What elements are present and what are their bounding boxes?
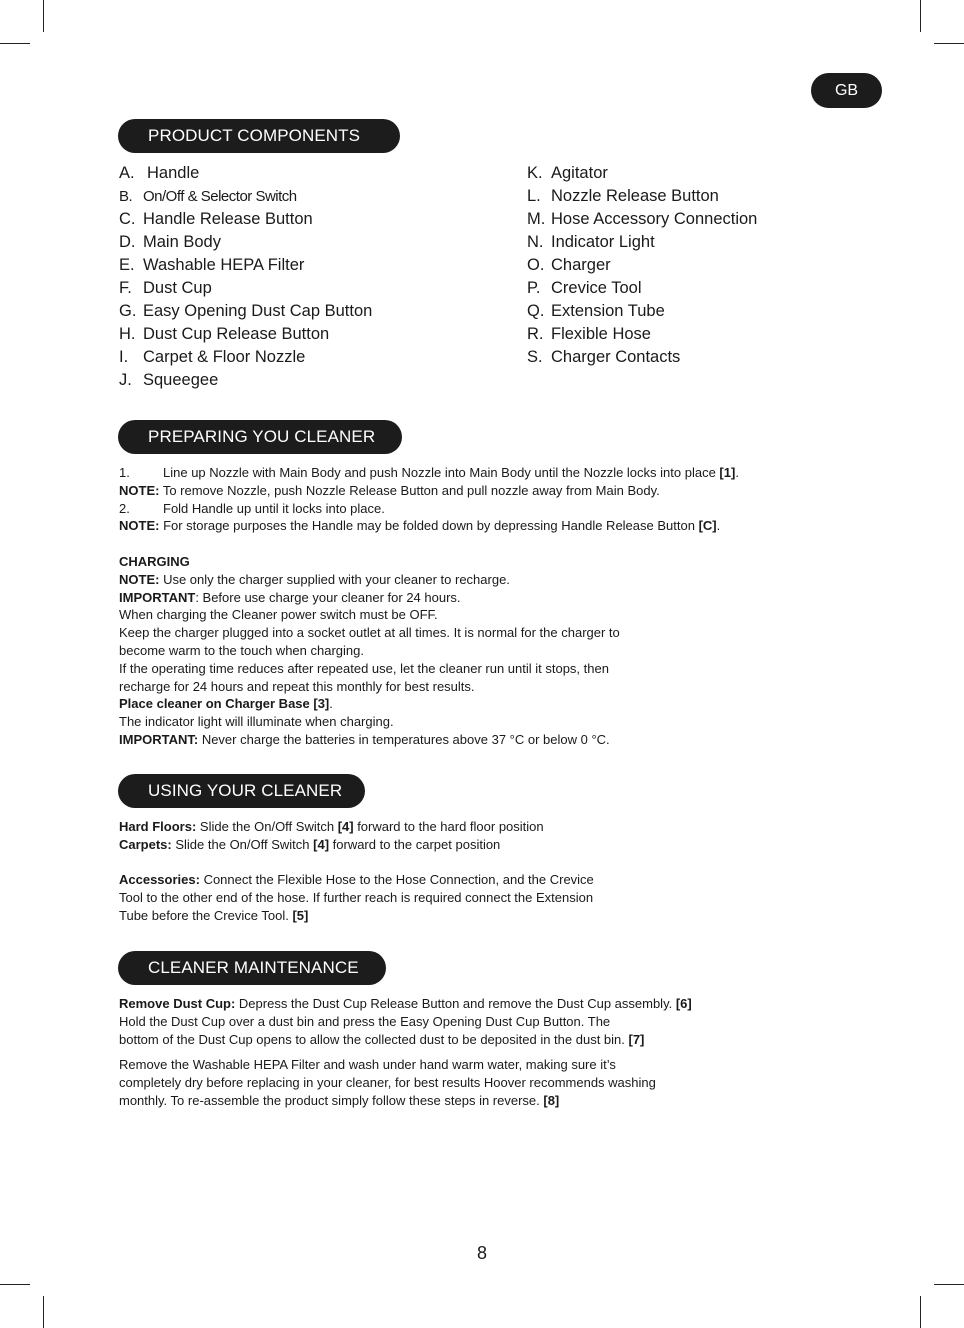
item-letter: P. bbox=[527, 279, 541, 297]
item-letter: N. bbox=[527, 233, 544, 251]
using-text bbox=[119, 818, 819, 925]
list-item bbox=[527, 162, 757, 185]
note: NOTE: For storage purposes the Handle may be folded down by depressing Handle Release Button [C]. bbox=[119, 518, 721, 534]
maintenance-text bbox=[119, 995, 839, 1118]
important-label: IMPORTANT: bbox=[119, 731, 199, 747]
section-header-maintenance: CLEANER MAINTENANCE bbox=[118, 951, 386, 985]
list-item bbox=[119, 346, 372, 369]
charging-line: Keep the charger plugged into a socket outlet at all times. It is normal for the charger to bbox=[119, 625, 620, 641]
important-label: IMPORTANT bbox=[119, 589, 196, 605]
carpets-line bbox=[119, 836, 819, 854]
figure-ref: [4] bbox=[313, 836, 330, 852]
figure-ref: [6] bbox=[675, 996, 692, 1011]
item-letter: K. bbox=[527, 164, 543, 182]
list-item bbox=[119, 231, 372, 254]
note-label: NOTE: bbox=[119, 571, 160, 587]
charging-line: When charging the Cleaner power switch must be OFF. bbox=[119, 607, 438, 623]
page-number: 8 bbox=[476, 1243, 487, 1263]
item-label: Handle Release Button bbox=[143, 210, 313, 228]
step-text: Fold Handle up until it locks into place. bbox=[163, 500, 385, 516]
item-letter: F. bbox=[119, 279, 132, 297]
item-label: Handle bbox=[147, 164, 200, 182]
important bbox=[119, 589, 819, 607]
note bbox=[119, 571, 819, 589]
note-text: For storage purposes the Handle may be folded down by depressing Handle Release Button bbox=[159, 518, 699, 534]
item-label: Squeegee bbox=[143, 371, 219, 389]
text: forward to the hard floor position bbox=[353, 819, 544, 834]
list-item bbox=[527, 300, 757, 323]
text: monthly. To re-assemble the product simply follow these steps in reverse. bbox=[119, 1092, 544, 1108]
charging-line: recharge for 24 hours and repeat this monthly for best results. bbox=[119, 678, 475, 694]
item-letter: A. bbox=[119, 164, 135, 182]
item-letter: E. bbox=[119, 256, 135, 274]
item-letter: B. bbox=[119, 188, 133, 205]
crop-mark bbox=[43, 0, 44, 32]
step-1: 1. Line up Nozzle with Main Body and push Nozzle into Main Body until the Nozzle locks into place [1]. bbox=[119, 465, 739, 480]
accessories-line bbox=[119, 907, 819, 925]
charging-line: become warm to the touch when charging. bbox=[119, 642, 364, 658]
crop-mark bbox=[920, 1296, 921, 1328]
figure-ref: [8] bbox=[543, 1092, 560, 1108]
list-item bbox=[527, 185, 757, 208]
figure-ref: [5] bbox=[292, 907, 309, 923]
item-label: Dust Cup Release Button bbox=[143, 325, 330, 343]
item-letter: O. bbox=[527, 256, 545, 274]
important bbox=[119, 731, 819, 749]
hard-floors-line bbox=[119, 818, 819, 836]
item-label: Charger Contacts bbox=[551, 348, 681, 366]
section-header-preparing: PREPARING YOU CLEANER bbox=[118, 420, 402, 454]
list-item bbox=[119, 277, 372, 300]
filter-wash bbox=[119, 1056, 839, 1109]
crop-mark bbox=[934, 43, 964, 44]
item-label: Dust Cup bbox=[143, 279, 212, 297]
item-letter: L. bbox=[527, 187, 541, 205]
accessories-line: Tool to the other end of the hose. If further reach is required connect the Extension bbox=[119, 890, 594, 906]
list-item bbox=[119, 369, 372, 392]
list-item bbox=[119, 185, 372, 208]
label: Remove Dust Cup: bbox=[119, 996, 236, 1011]
list-item bbox=[119, 208, 372, 231]
step-2 bbox=[119, 500, 819, 518]
language-badge: GB bbox=[811, 73, 882, 108]
item-letter: I. bbox=[119, 348, 129, 366]
charging-line: If the operating time reduces after repeated use, let the cleaner run until it stops, then bbox=[119, 660, 609, 676]
components-list-left bbox=[119, 162, 372, 392]
text: Depress the Dust Cup Release Button and remove the Dust Cup assembly. bbox=[235, 996, 676, 1011]
label: Accessories: bbox=[119, 872, 200, 888]
list-item bbox=[527, 254, 757, 277]
text: Remove the Washable HEPA Filter and wash under hand warm water, making sure it’s bbox=[119, 1057, 616, 1073]
item-label: Hose Accessory Connection bbox=[551, 210, 758, 228]
step-number: 1. bbox=[119, 465, 130, 480]
figure-ref: [C] bbox=[698, 518, 717, 534]
item-letter: Q. bbox=[527, 302, 545, 320]
item-label: Extension Tube bbox=[551, 302, 665, 320]
item-letter: S. bbox=[527, 348, 543, 366]
list-item bbox=[527, 231, 757, 254]
item-label: Main Body bbox=[143, 233, 221, 251]
text: Tube before the Crevice Tool. bbox=[119, 907, 293, 923]
text: Hold the Dust Cup over a dust bin and press the Easy Opening Dust Cup Button. The bbox=[119, 1013, 611, 1029]
text: forward to the carpet position bbox=[329, 836, 501, 852]
important-text: : Before use charge your cleaner for 24 hours. bbox=[195, 589, 461, 605]
note-label: NOTE: bbox=[119, 482, 160, 498]
item-label: Washable HEPA Filter bbox=[143, 256, 305, 274]
item-label: On/Off & Selector Switch bbox=[143, 188, 297, 205]
preparing-text: 1. Line up Nozzle with Main Body and push Nozzle into Main Body until the Nozzle locks into place [1]. NOTE: To remove Nozzle, push Nozzle Release Button and pull nozzle away from Main Body. 2. Fold Handle up until it locks into place. NOTE: For storage purposes the Handle may be folded down by depressing Handle Release Button [C]. CHARGING NOTE: Use only the charger supplied with your cleaner to recharge. IMPORTANT: Before use charge your cleaner for 24 hours. When charging the Cleaner power switch must be OFF. Keep the charger plugged into a socket outlet at all times. It is normal for the charger to become warm to the touch when charging. If the operating time reduces after repeated use, let the cleaner run until it stops, then recharge for 24 hours and repeat this monthly for best results. Place cleaner on Charger Base [3]. The indicator light will illuminate when charging. IMPORTANT: Never charge the batteries in temperatures above 37 °C or below 0 °C. bbox=[119, 464, 819, 749]
note-text: To remove Nozzle, push Nozzle Release Button and pull nozzle away from Main Body. bbox=[159, 482, 660, 498]
step-number: 2. bbox=[119, 500, 130, 516]
crop-mark bbox=[920, 0, 921, 32]
label: Carpets: bbox=[119, 836, 172, 852]
place-instruction: Place cleaner on Charger Base [3] bbox=[119, 696, 330, 712]
list-item bbox=[527, 323, 757, 346]
text: Connect the Flexible Hose to the Hose Connection, and the Crevice bbox=[199, 872, 594, 888]
charging-line: The indicator light will illuminate when charging. bbox=[119, 714, 394, 730]
item-label: Agitator bbox=[551, 164, 608, 182]
note-text: Use only the charger supplied with your cleaner to recharge. bbox=[159, 571, 510, 587]
item-label: Carpet & Floor Nozzle bbox=[143, 348, 306, 366]
item-label: Easy Opening Dust Cap Button bbox=[143, 302, 373, 320]
note-label: NOTE: bbox=[119, 518, 160, 534]
label: Hard Floors: bbox=[119, 819, 197, 834]
list-item bbox=[527, 346, 757, 369]
note bbox=[119, 482, 819, 500]
figure-ref: [1] bbox=[719, 465, 736, 480]
crop-mark bbox=[0, 1284, 30, 1285]
list-item bbox=[119, 300, 372, 323]
item-letter: G. bbox=[119, 302, 137, 320]
list-item bbox=[119, 162, 372, 185]
list-item bbox=[527, 208, 757, 231]
accessories-line bbox=[119, 871, 819, 889]
item-letter: J. bbox=[119, 371, 132, 389]
figure-ref: [7] bbox=[628, 1031, 645, 1047]
item-label: Nozzle Release Button bbox=[551, 187, 719, 205]
figure-ref: [4] bbox=[337, 819, 354, 834]
crop-mark bbox=[0, 43, 30, 44]
text: Slide the On/Off Switch bbox=[171, 836, 314, 852]
item-letter: M. bbox=[527, 210, 546, 228]
charging-heading: CHARGING bbox=[119, 553, 190, 569]
item-letter: R. bbox=[527, 325, 544, 343]
list-item bbox=[527, 277, 757, 300]
text: completely dry before replacing in your cleaner, for best results Hoover recommends washing bbox=[119, 1075, 656, 1091]
item-label: Flexible Hose bbox=[551, 325, 651, 343]
remove-dust-cup bbox=[119, 995, 839, 1013]
text: bottom of the Dust Cup opens to allow the collected dust to be deposited in the dust bin. bbox=[119, 1031, 629, 1047]
section-header-using: USING YOUR CLEANER bbox=[118, 774, 365, 808]
text: Slide the On/Off Switch bbox=[196, 819, 338, 834]
components-list-right bbox=[527, 162, 757, 369]
step-text: Line up Nozzle with Main Body and push Nozzle into Main Body until the Nozzle locks into place bbox=[163, 465, 720, 480]
list-item bbox=[119, 323, 372, 346]
item-letter: D. bbox=[119, 233, 136, 251]
item-letter: H. bbox=[119, 325, 136, 343]
item-label: Indicator Light bbox=[551, 233, 655, 251]
list-item bbox=[119, 254, 372, 277]
important-text: Never charge the batteries in temperatures above 37 °C or below 0 °C. bbox=[198, 731, 610, 747]
hold-dust-cup bbox=[119, 1013, 839, 1049]
crop-mark bbox=[43, 1296, 44, 1328]
item-letter: C. bbox=[119, 210, 136, 228]
item-label: Charger bbox=[551, 256, 611, 274]
section-header-components: PRODUCT COMPONENTS bbox=[118, 119, 400, 153]
item-label: Crevice Tool bbox=[551, 279, 642, 297]
crop-mark bbox=[934, 1284, 964, 1285]
